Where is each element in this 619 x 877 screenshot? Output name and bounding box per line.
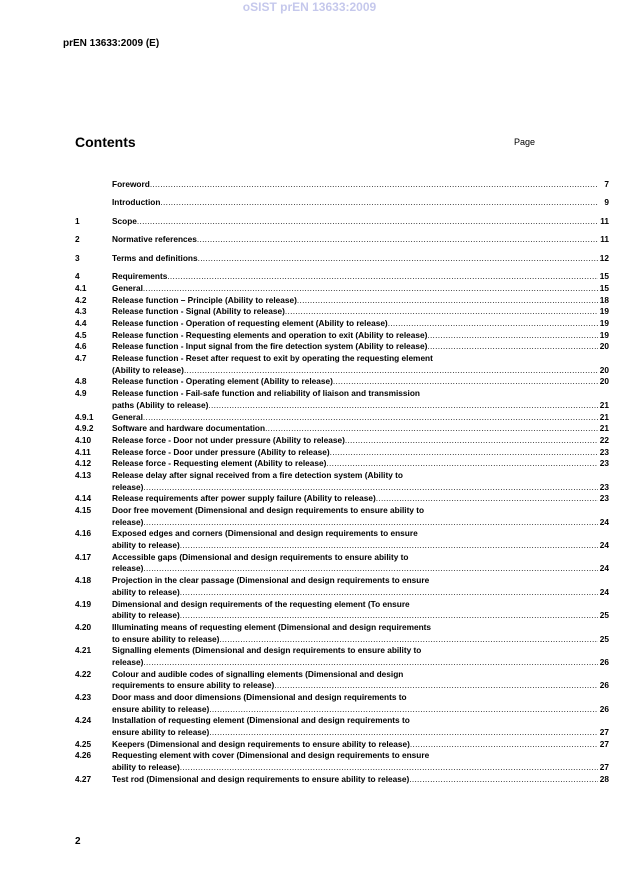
toc-entry[interactable] (75, 306, 609, 318)
page-column-label: Page (514, 137, 536, 147)
toc-entry-title-text: Scope (112, 215, 137, 226)
toc-entry[interactable] (75, 552, 609, 564)
toc-entry[interactable] (75, 341, 609, 353)
toc-entry-title-text: Software and hardware documentation (112, 423, 266, 434)
toc-entry-page: 24 (599, 563, 609, 574)
dot-leader (219, 634, 598, 646)
toc-entry[interactable] (75, 470, 609, 482)
dot-leader (274, 680, 598, 692)
toc-entry-title[interactable] (112, 575, 609, 587)
toc-entry-number: 4.12 (75, 458, 92, 469)
toc-entry-title-text: Test rod (Dimensional and design requirements to ensure ability to release) (112, 773, 410, 784)
toc-entry-page: 15 (599, 282, 609, 293)
toc-entry-number: 4.26 (75, 750, 92, 761)
toc-entry-title-text: ability to release) (112, 586, 180, 597)
dot-leader (143, 283, 598, 295)
toc-entry-title[interactable] (112, 458, 598, 470)
dot-leader (427, 341, 598, 353)
toc-entry-title[interactable] (112, 587, 598, 599)
watermark: oSIST prEN 13633:2009 (242, 0, 377, 14)
toc-entry-title-text: paths (Ability to release) (112, 399, 209, 410)
toc-entry-title-text: Exposed edges and corners (Dimensional and design requirements to ensure (112, 528, 418, 539)
toc-entry-title[interactable] (112, 435, 598, 447)
toc-entry-title[interactable] (112, 447, 598, 459)
toc-entry[interactable] (75, 209, 609, 228)
toc-entry-number: 4.17 (75, 551, 92, 562)
toc-entry-title[interactable] (112, 715, 609, 727)
toc-entry-page: 23 (599, 446, 609, 457)
toc-entry-number: 4.21 (75, 645, 92, 656)
toc-entry[interactable] (75, 435, 609, 447)
toc-entry-title-text: release) (112, 516, 144, 527)
toc-entry[interactable] (75, 669, 609, 681)
toc-entry-title[interactable] (112, 680, 598, 692)
toc-entry-number: 4.25 (75, 738, 92, 749)
toc-entry-number: 4.1 (75, 282, 87, 293)
toc-entry-title-text: Keepers (Dimensional and design requirements to ensure ability to release) (112, 738, 410, 749)
toc-entry-continuation[interactable] (75, 365, 609, 377)
toc-entry-number: 4.3 (75, 306, 87, 317)
toc-entry-page: 11 (600, 215, 609, 226)
toc-entry-page: 28 (599, 773, 609, 784)
toc-entry-title-text: ability to release) (112, 540, 180, 551)
toc-entry-page: 7 (604, 178, 609, 189)
toc-entry-title-text: Projection in the clear passage (Dimensional and design requirements to ensure (112, 575, 430, 586)
toc-entry-number: 4.19 (75, 598, 92, 609)
dot-leader (180, 762, 598, 774)
toc-entry-number: 4.7 (75, 353, 87, 364)
dot-leader (180, 610, 598, 622)
contents-heading: Contents (75, 134, 136, 150)
toc-entry-number: 4.15 (75, 505, 92, 516)
toc-entry-title[interactable] (112, 179, 598, 191)
toc-entry-page: 9 (604, 197, 609, 208)
toc-entry-continuation[interactable] (75, 400, 609, 412)
toc-entry-number: 1 (75, 215, 80, 226)
toc-entry-number: 4.9 (75, 388, 87, 399)
toc-entry-title-text: ensure ability to release) (112, 727, 210, 738)
dot-leader (410, 739, 598, 751)
toc-entry[interactable] (75, 447, 609, 459)
toc-entry-page: 20 (599, 364, 609, 375)
dot-leader (209, 727, 598, 739)
toc-entry-title-text: General (112, 282, 143, 293)
toc-entry-title-text: Door mass and door dimensions (Dimensional and design requirements to (112, 692, 407, 703)
toc-entry-title[interactable] (112, 517, 598, 529)
dot-leader (333, 376, 598, 388)
toc-entry-title[interactable] (112, 482, 598, 494)
dot-leader (345, 435, 598, 447)
toc-entry-title-text: Terms and definitions (112, 252, 198, 263)
toc-entry-title[interactable] (112, 412, 598, 424)
dot-leader (184, 365, 598, 377)
toc-entry-title[interactable] (112, 750, 609, 762)
toc-entry-title[interactable] (112, 622, 609, 634)
toc-entry[interactable] (75, 283, 609, 295)
toc-entry-title[interactable] (112, 505, 609, 517)
toc-entry-title-text: Release function - Input signal from the fire detection system (Ability to release) (112, 341, 428, 352)
toc-entry-title-text: Accessible gaps (Dimensional and design requirements to ensure ability to (112, 551, 409, 562)
toc-entry-page: 24 (599, 586, 609, 597)
toc-entry-page: 19 (599, 318, 609, 329)
toc-entry-number: 4.10 (75, 434, 92, 445)
toc-entry[interactable] (75, 412, 609, 424)
dot-leader (330, 447, 598, 459)
toc-entry-page: 21 (599, 399, 609, 410)
dot-leader (427, 330, 598, 342)
footer-page-number: 2 (75, 836, 81, 847)
toc-entry-title-text: Release force - Door not under pressure (Ability to release) (112, 434, 345, 445)
toc-entry-title-text: Release function - Reset after request to exit by operating the requesting element (112, 353, 433, 364)
toc-entry-continuation[interactable] (75, 704, 609, 716)
toc-entry-page: 25 (599, 610, 609, 621)
toc-entry[interactable] (75, 505, 609, 517)
toc-entry[interactable] (75, 172, 609, 191)
dot-leader (150, 179, 598, 191)
toc-entry[interactable] (75, 330, 609, 342)
dot-leader (208, 400, 598, 412)
toc-entry-title-text: release) (112, 656, 144, 667)
toc-entry-title-text: Illuminating means of requesting element (Dimensional and design requirements (112, 621, 432, 632)
toc-entry-page: 27 (599, 727, 609, 738)
toc-entry-continuation[interactable] (75, 727, 609, 739)
toc-entry-title[interactable] (112, 657, 598, 669)
toc-entry-title[interactable] (112, 271, 598, 283)
toc-entry-page: 23 (599, 458, 609, 469)
toc-entry-title[interactable] (112, 388, 609, 400)
toc-entry[interactable] (75, 353, 609, 365)
dot-leader (376, 493, 598, 505)
dot-leader (180, 540, 598, 552)
dot-leader (388, 318, 598, 330)
toc-entry-number: 4.4 (75, 318, 87, 329)
toc-entry[interactable] (75, 715, 609, 727)
toc-entry[interactable] (75, 493, 609, 505)
toc-entry-page: 20 (599, 376, 609, 387)
toc-entry-title[interactable] (112, 400, 598, 412)
toc-entry-page: 20 (599, 341, 609, 352)
toc-entry-number: 2 (75, 234, 80, 245)
toc-entry-page: 12 (599, 252, 609, 263)
toc-entry-title[interactable] (112, 318, 598, 330)
toc-entry[interactable] (75, 774, 609, 786)
toc-entry-title-text: Release force - Door under pressure (Ability to release) (112, 446, 330, 457)
toc-entry-title-text: Normative references (112, 234, 197, 245)
toc-entry-page: 26 (599, 656, 609, 667)
toc-entry-page: 19 (599, 329, 609, 340)
document-id-header: prEN 13633:2009 (E) (63, 38, 160, 49)
toc-entry-title[interactable] (112, 540, 598, 552)
toc-entry-title-text: (Ability to release) (112, 364, 184, 375)
dot-leader (297, 295, 598, 307)
table-of-contents (75, 172, 609, 786)
toc-entry-page: 15 (599, 271, 609, 282)
toc-entry-number: 4.14 (75, 493, 92, 504)
toc-entry-continuation[interactable] (75, 540, 609, 552)
toc-entry-title-text: Colour and audible codes of signalling elements (Dimensional and design (112, 668, 404, 679)
toc-entry-number: 4.8 (75, 376, 87, 387)
toc-entry[interactable] (75, 246, 609, 265)
dot-leader (265, 423, 598, 435)
toc-entry-title[interactable] (112, 599, 609, 611)
toc-entry-title-text: ability to release) (112, 762, 180, 773)
toc-entry[interactable] (75, 265, 609, 284)
dot-leader (197, 234, 598, 246)
toc-entry[interactable] (75, 692, 609, 704)
toc-entry-title-text: Release function - Signal (Ability to release) (112, 306, 285, 317)
toc-entry-continuation[interactable] (75, 587, 609, 599)
toc-entry-number: 4.11 (75, 446, 91, 457)
toc-entry-title-text: Release requirements after power supply failure (Ability to release) (112, 493, 376, 504)
toc-entry-number: 4.6 (75, 341, 87, 352)
toc-entry-title-text: ability to release) (112, 610, 180, 621)
toc-entry-title[interactable] (112, 295, 598, 307)
toc-entry-page: 24 (599, 540, 609, 551)
toc-entry-number: 4.9.1 (75, 411, 94, 422)
toc-entry-page: 11 (600, 234, 609, 245)
toc-entry-title[interactable] (112, 692, 609, 704)
toc-entry-page: 23 (599, 493, 609, 504)
toc-entry[interactable] (75, 423, 609, 435)
toc-entry-title[interactable] (112, 528, 609, 540)
toc-entry[interactable] (75, 599, 609, 611)
dot-leader (209, 704, 598, 716)
toc-entry-page: 25 (599, 633, 609, 644)
toc-entry-number: 3 (75, 252, 80, 263)
dot-leader (326, 458, 598, 470)
dot-leader (143, 563, 598, 575)
toc-entry[interactable] (75, 751, 609, 763)
toc-entry-title-text: Signalling elements (Dimensional and design requirements to ensure ability to (112, 645, 422, 656)
toc-entry-page: 22 (599, 434, 609, 445)
toc-entry[interactable] (75, 622, 609, 634)
toc-entry-page: 24 (599, 516, 609, 527)
toc-entry-title[interactable] (112, 253, 598, 265)
toc-entry-title[interactable] (112, 330, 598, 342)
toc-entry-title-text: Installation of requesting element (Dimensional and design requirements to (112, 715, 410, 726)
dot-leader (167, 271, 598, 283)
toc-entry-title[interactable] (112, 563, 598, 575)
toc-entry-page: 21 (599, 411, 609, 422)
dot-leader (180, 587, 598, 599)
toc-entry-title[interactable] (112, 353, 609, 365)
toc-entry-title-text: Release function – Principle (Ability to release) (112, 294, 297, 305)
toc-entry-title-text: Release function - Requesting elements and operation to exit (Ability to release) (112, 329, 428, 340)
toc-entry[interactable] (75, 377, 609, 389)
toc-entry-continuation[interactable] (75, 680, 609, 692)
toc-entry[interactable] (75, 575, 609, 587)
toc-entry[interactable] (75, 458, 609, 470)
toc-entry-title-text: release) (112, 481, 144, 492)
toc-entry-title-text: Requesting element with cover (Dimensional and design requirements to ensure (112, 750, 430, 761)
toc-entry-number: 4.18 (75, 575, 92, 586)
toc-entry-title[interactable] (112, 774, 598, 786)
toc-entry-title-text: Release function - Operation of requesting element (Ability to release) (112, 318, 388, 329)
toc-entry-number: 4.27 (75, 773, 92, 784)
toc-entry-number: 4.9.2 (75, 423, 94, 434)
toc-entry-title-text: Release function - Fail-safe function and reliability of liaison and transmission (112, 388, 420, 399)
toc-entry-number: 4.5 (75, 329, 87, 340)
toc-entry-title[interactable] (112, 493, 598, 505)
toc-entry-title[interactable] (112, 283, 598, 295)
toc-entry-continuation[interactable] (75, 564, 609, 576)
toc-entry[interactable] (75, 528, 609, 540)
toc-entry-title[interactable] (112, 306, 598, 318)
toc-entry-title[interactable] (112, 739, 598, 751)
dot-leader (143, 517, 598, 529)
toc-entry-page: 26 (599, 680, 609, 691)
toc-entry-title-text: General (112, 411, 143, 422)
toc-entry-page: 27 (599, 762, 609, 773)
dot-leader (160, 197, 598, 209)
toc-entry-title[interactable] (112, 470, 609, 482)
toc-entry-title-text: Foreword (112, 178, 150, 189)
toc-entry-title[interactable] (112, 610, 598, 622)
toc-entry-title-text: Introduction (112, 197, 161, 208)
toc-entry[interactable] (75, 191, 609, 210)
toc-entry-continuation[interactable] (75, 634, 609, 646)
toc-entry-number: 4.23 (75, 692, 92, 703)
dot-leader (143, 482, 598, 494)
toc-entry-number: 4 (75, 271, 80, 282)
dot-leader (143, 657, 598, 669)
toc-entry-continuation[interactable] (75, 657, 609, 669)
toc-entry-title[interactable] (112, 727, 598, 739)
toc-entry-title[interactable] (112, 423, 598, 435)
toc-entry-page: 18 (599, 294, 609, 305)
toc-entry-title-text: to ensure ability to release) (112, 633, 220, 644)
toc-entry-continuation[interactable] (75, 517, 609, 529)
toc-entry-title-text: Release delay after signal received from a fire detection system (Ability to (112, 469, 403, 480)
dot-leader (409, 774, 598, 786)
toc-entry-title[interactable] (112, 669, 609, 681)
toc-entry-title[interactable] (112, 197, 598, 209)
dot-leader (198, 253, 598, 265)
toc-entry-title[interactable] (112, 341, 598, 353)
toc-entry-title[interactable] (112, 645, 609, 657)
toc-entry-number: 4.2 (75, 294, 87, 305)
dot-leader (137, 216, 598, 228)
toc-entry-continuation[interactable] (75, 610, 609, 622)
toc-entry-continuation[interactable] (75, 762, 609, 774)
toc-entry-title-text: Release function - Operating element (Ability to release) (112, 376, 333, 387)
toc-entry-title-text: release) (112, 563, 144, 574)
toc-entry-title[interactable] (112, 365, 598, 377)
toc-entry-title-text: Dimensional and design requirements of the requesting element (To ensure (112, 598, 410, 609)
toc-entry-title[interactable] (112, 234, 598, 246)
toc-entry-title[interactable] (112, 552, 609, 564)
dot-leader (285, 306, 598, 318)
toc-entry-title-text: Requirements (112, 271, 168, 282)
toc-entry-number: 4.13 (75, 469, 92, 480)
toc-entry[interactable] (75, 295, 609, 307)
toc-entry-page: 19 (599, 306, 609, 317)
toc-entry-page: 21 (599, 423, 609, 434)
toc-entry-number: 4.22 (75, 668, 92, 679)
toc-entry-title[interactable] (112, 376, 598, 388)
toc-entry-number: 4.20 (75, 621, 92, 632)
toc-entry[interactable] (75, 739, 609, 751)
toc-entry-title[interactable] (112, 634, 598, 646)
toc-entry-title[interactable] (112, 704, 598, 716)
toc-entry-title-text: Door free movement (Dimensional and design requirements to ensure ability to (112, 505, 425, 516)
dot-leader (143, 412, 598, 424)
toc-entry-page: 23 (599, 481, 609, 492)
toc-entry[interactable] (75, 388, 609, 400)
toc-entry-page: 27 (599, 738, 609, 749)
toc-entry-continuation[interactable] (75, 482, 609, 494)
toc-entry-title[interactable] (112, 762, 598, 774)
toc-entry-title-text: Release force - Requesting element (Ability to release) (112, 458, 327, 469)
toc-entry[interactable] (75, 645, 609, 657)
toc-entry[interactable] (75, 228, 609, 247)
toc-entry[interactable] (75, 318, 609, 330)
toc-entry-title-text: requirements to ensure ability to release) (112, 680, 275, 691)
toc-entry-page: 26 (599, 703, 609, 714)
toc-entry-number: 4.16 (75, 528, 92, 539)
toc-entry-number: 4.24 (75, 715, 92, 726)
toc-entry-title[interactable] (112, 216, 598, 228)
toc-entry-title-text: ensure ability to release) (112, 703, 210, 714)
